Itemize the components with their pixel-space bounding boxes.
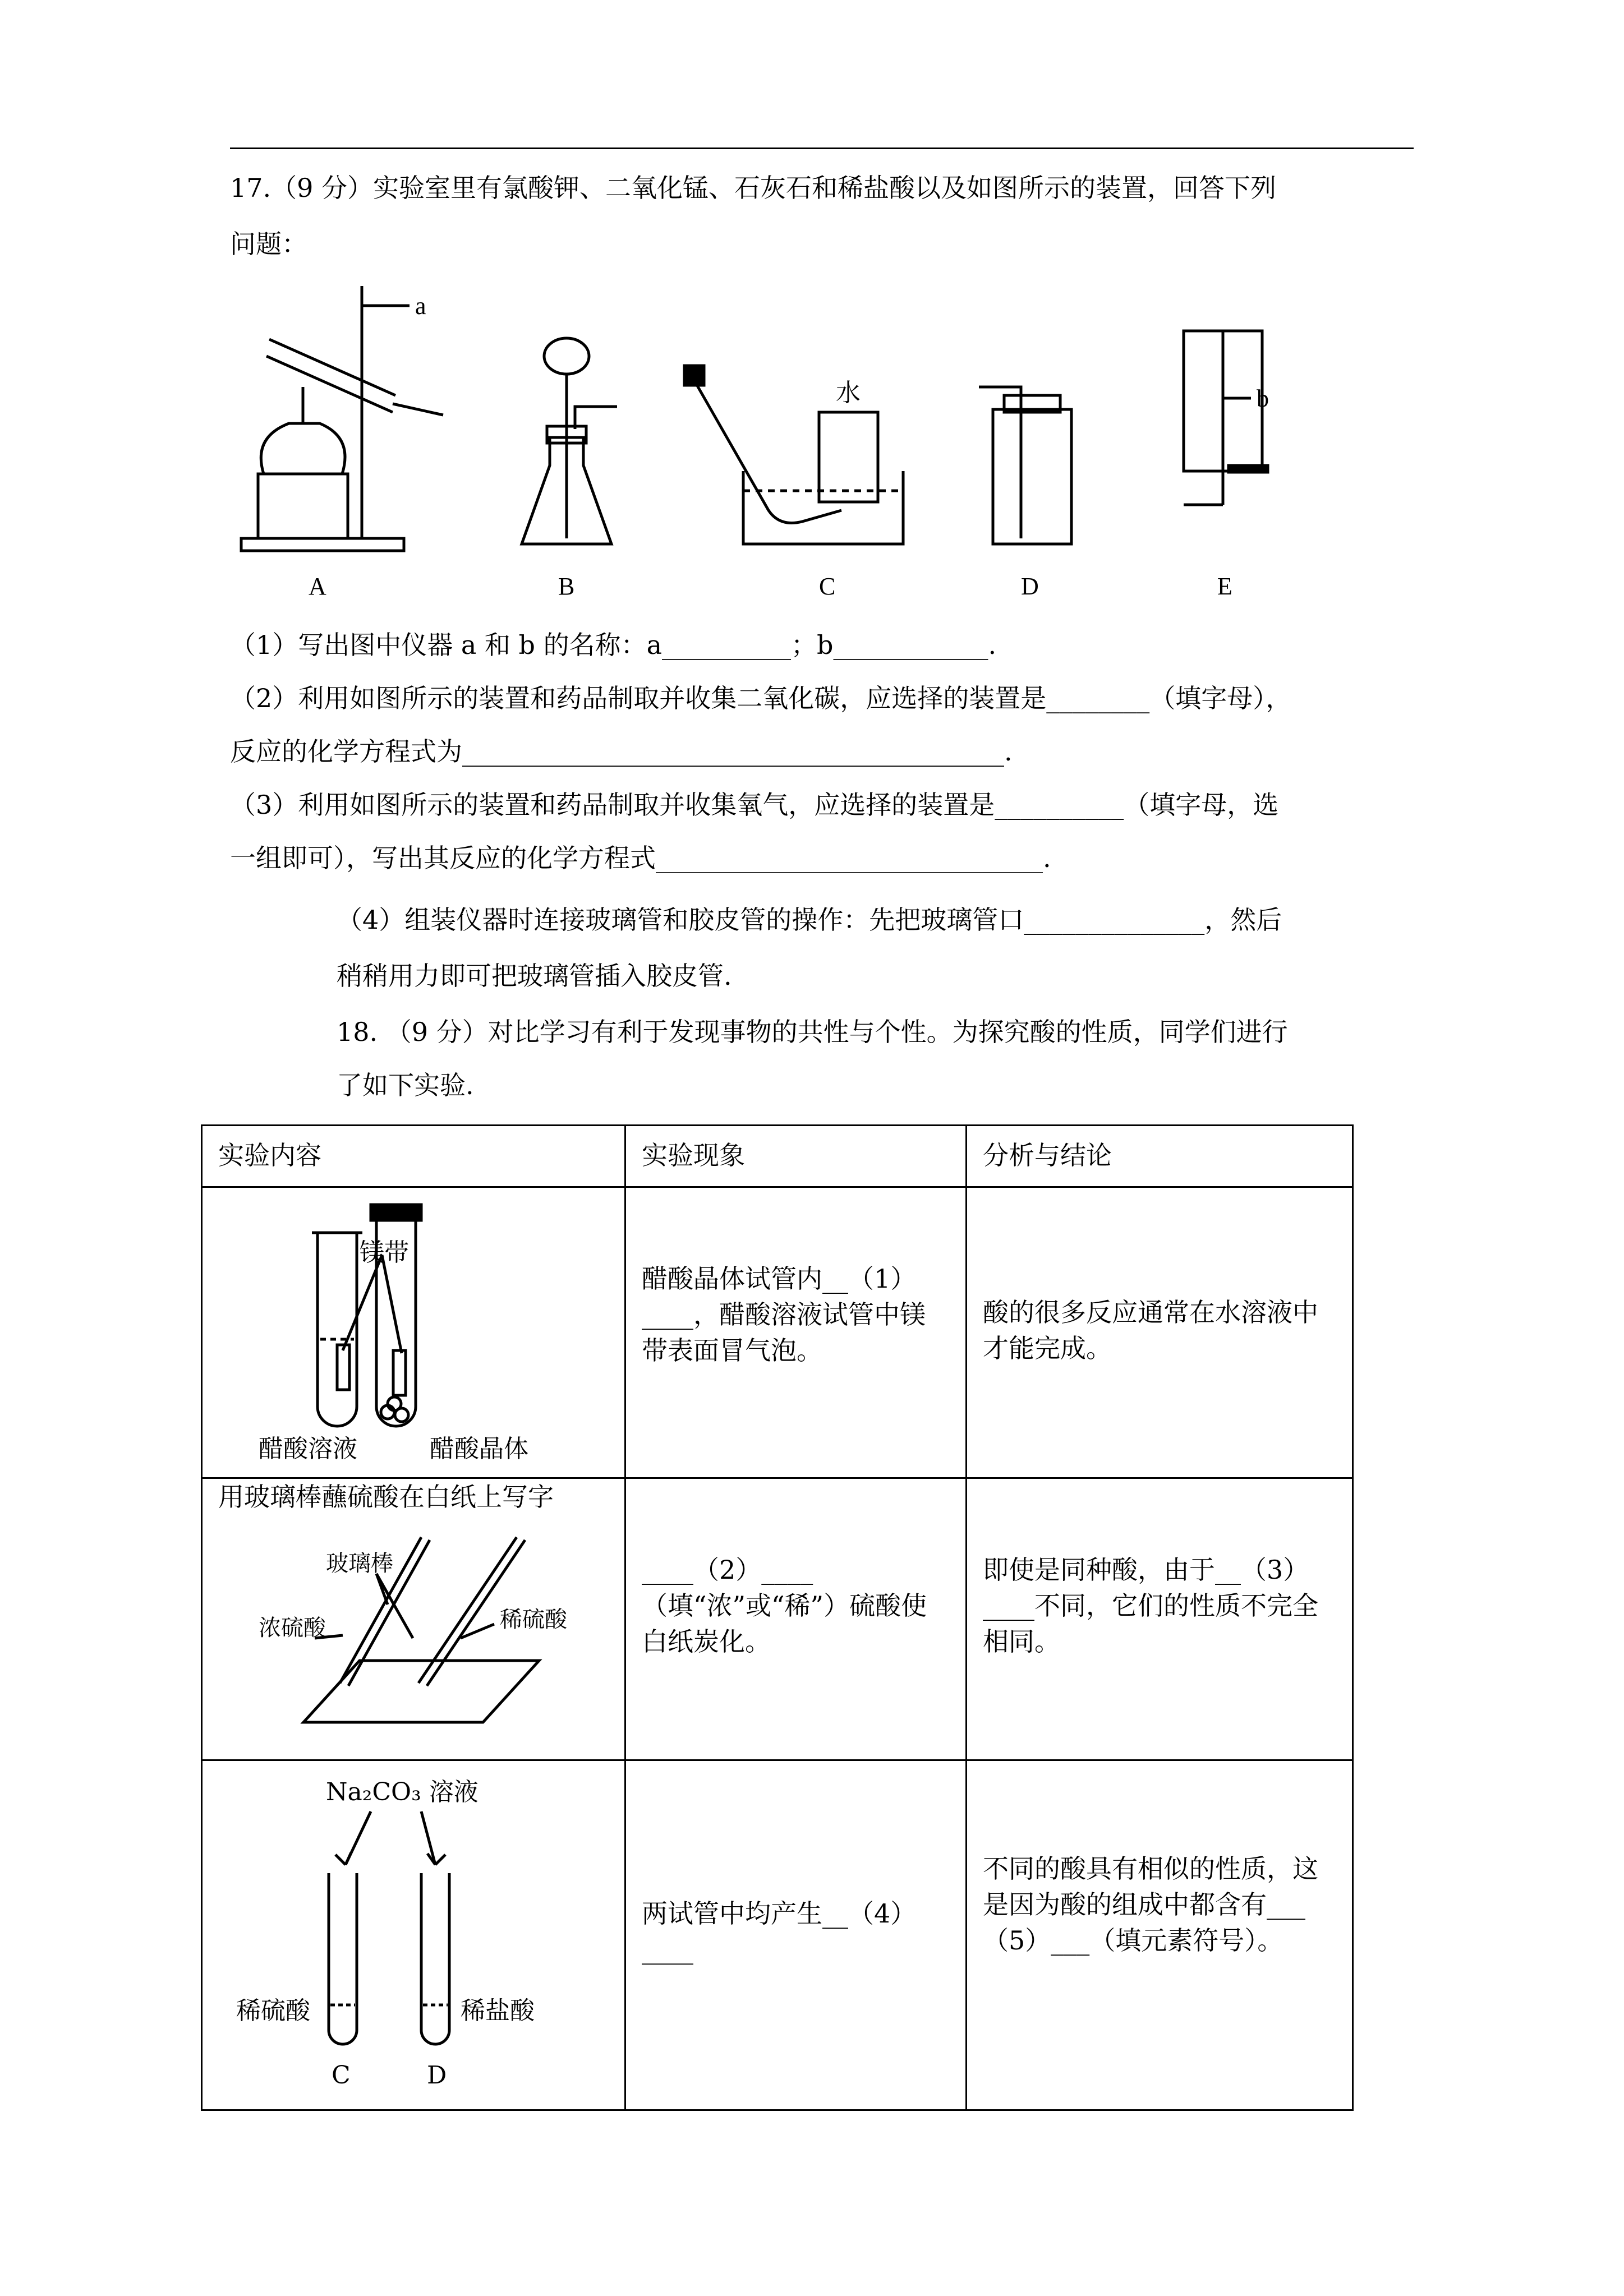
apparatus-a bbox=[241, 286, 443, 551]
q17-apparatus-figure bbox=[230, 275, 1414, 611]
row2-conclusion: 即使是同种酸，由于__（3）____不同，它们的性质不完全相同。 bbox=[967, 1478, 1353, 1760]
label-c: C bbox=[819, 573, 836, 600]
label-e: E bbox=[1217, 573, 1232, 600]
q17-stem-line1: 17.（9 分）实验室里有氯酸钾、二氧化锰、石灰石和稀盐酸以及如图所示的装置，回答下列 bbox=[230, 173, 1277, 203]
reagent-label: Na₂CO₃ 溶液 bbox=[326, 1778, 479, 1806]
row3-content bbox=[202, 1760, 625, 2110]
apparatus-c bbox=[684, 366, 903, 544]
header-rule bbox=[230, 147, 1414, 149]
pointer-a-label: a bbox=[415, 292, 426, 320]
glass-rod-label: 玻璃棒 bbox=[326, 1551, 393, 1576]
acetic-crystal-label: 醋酸晶体 bbox=[430, 1435, 528, 1463]
pointer-b-label: b bbox=[1257, 385, 1269, 412]
row2-content: 用玻璃棒蘸硫酸在白纸上写字 玻璃棒 浓硫酸 稀硫酸 bbox=[202, 1478, 625, 1760]
label-d: D bbox=[1021, 573, 1039, 600]
sulfuric-acid-figure bbox=[203, 1515, 623, 1750]
q17-part2-line2: 反应的化学方程式为__________________________________________. bbox=[230, 736, 1013, 767]
row1-conclusion: 酸的很多反应通常在水溶液中才能完成。 bbox=[967, 1187, 1353, 1478]
header-phenomenon: 实验现象 bbox=[625, 1126, 967, 1187]
q17-part3-line1: （3）利用如图所示的装置和药品制取并收集氧气，应选择的装置是__________（填字母，选 bbox=[230, 790, 1279, 820]
apparatus-d bbox=[979, 387, 1071, 544]
acetic-solution-label: 醋酸溶液 bbox=[259, 1435, 357, 1463]
water-label: 水 bbox=[836, 379, 861, 407]
header-content: 实验内容 bbox=[202, 1126, 625, 1187]
label-b: B bbox=[558, 573, 575, 600]
tube-d-label: D bbox=[427, 2061, 447, 2090]
q18-stem-line2: 了如下实验. bbox=[337, 1070, 474, 1100]
dilute-hydrochloric-label: 稀盐酸 bbox=[461, 1997, 535, 2025]
dilute-sulfuric-label: 稀硫酸 bbox=[236, 1997, 310, 2025]
experiment-table bbox=[201, 1124, 1354, 2111]
carbonate-tubes-figure bbox=[203, 1761, 623, 2100]
q17-part2-line1: （2）利用如图所示的装置和药品制取并收集二氧化碳，应选择的装置是________（填字母）， bbox=[230, 683, 1292, 713]
q18-stem-line1: 18. （9 分）对比学习有利于发现事物的共性与个性。为探究酸的性质，同学们进行 bbox=[337, 1017, 1288, 1047]
row3-conclusion: 不同的酸具有相似的性质，这是因为酸的组成中都含有___（5）___（填元素符号）。 bbox=[967, 1760, 1353, 2110]
tube-c-label: C bbox=[332, 2061, 351, 2090]
q17-part4-line1: （4）组装仪器时连接玻璃管和胶皮管的操作：先把玻璃管口______________，然后 bbox=[337, 905, 1282, 935]
row1-content bbox=[202, 1187, 625, 1478]
magnesium-tubes-figure bbox=[203, 1188, 623, 1468]
apparatus-b bbox=[522, 338, 617, 544]
dilute-acid-label: 稀硫酸 bbox=[500, 1607, 567, 1633]
q17-part3-line2: 一组即可），写出其反应的化学方程式______________________________. bbox=[230, 843, 1051, 873]
label-a: A bbox=[309, 573, 326, 600]
table-row bbox=[202, 1478, 1353, 1760]
table-header-row bbox=[202, 1126, 1353, 1187]
apparatus-e bbox=[1184, 331, 1268, 505]
header-conclusion: 分析与结论 bbox=[967, 1126, 1353, 1187]
q17-stem-line2: 问题： bbox=[230, 229, 307, 259]
q17-part1: （1）写出图中仪器 a 和 b 的名称：a__________；b____________. bbox=[230, 630, 997, 660]
row1-phenomenon: 醋酸晶体试管内__（1）____，醋酸溶液试管中镁带表面冒气泡。 bbox=[625, 1187, 967, 1478]
table-row bbox=[202, 1187, 1353, 1478]
q17-part4-line2: 稍稍用力即可把玻璃管插入胶皮管. bbox=[337, 961, 732, 991]
table-row bbox=[202, 1760, 1353, 2110]
row3-phenomenon: 两试管中均产生__（4）____ bbox=[625, 1760, 967, 2110]
row2-phenomenon: ____（2）____（填“浓”或“稀”）硫酸使白纸炭化。 bbox=[625, 1478, 967, 1760]
concentrated-acid-label: 浓硫酸 bbox=[259, 1615, 326, 1641]
ribbon-label: 镁带 bbox=[360, 1238, 409, 1267]
